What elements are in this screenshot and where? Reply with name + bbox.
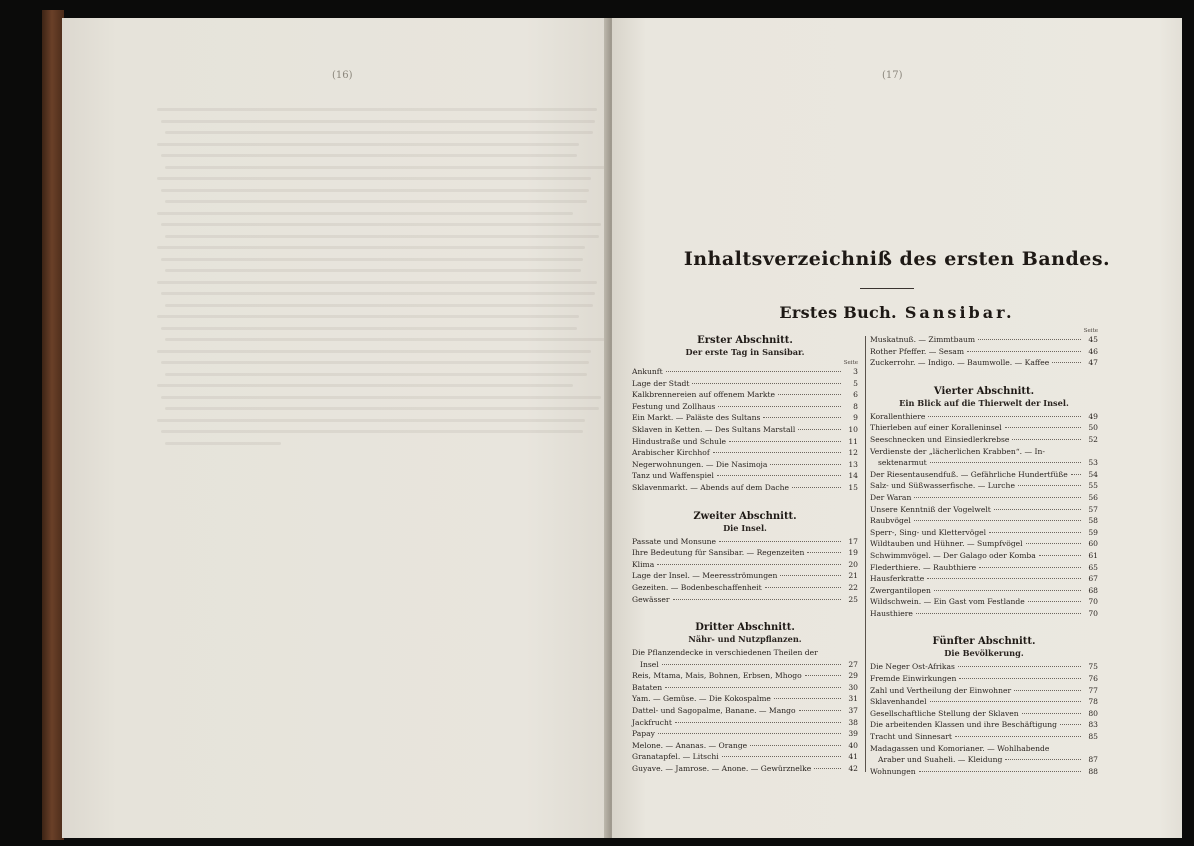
toc-entry-title: Sperr-, Sing- und Klettervögel: [870, 527, 987, 537]
toc-entry: [870, 719, 1098, 731]
left-page-number: (16): [332, 70, 353, 81]
ghost-line: [165, 304, 593, 307]
leader-dots: [805, 675, 841, 676]
book-spine-edge: [42, 10, 64, 840]
leader-dots: [717, 475, 841, 476]
section-heading: Vierter Abschnitt.: [933, 385, 1035, 397]
toc-entry: [632, 751, 858, 763]
toc-entry: [632, 459, 858, 471]
toc-entry: [870, 527, 1098, 539]
section-gap: [870, 619, 1098, 629]
ghost-line: [161, 361, 589, 364]
leader-dots: [1052, 362, 1081, 363]
toc-entry-page: 42: [848, 764, 858, 774]
toc-entry-title: Sklaven in Ketten. — Des Sultans Marstall: [632, 424, 796, 434]
toc-entry-page: 39: [848, 729, 858, 739]
leader-dots: [1018, 485, 1081, 486]
toc-entry-page: 10: [848, 424, 858, 434]
toc-entry-page: 65: [1088, 562, 1098, 572]
toc-entry-title-cont: sektenarmut: [878, 458, 927, 468]
toc-entry: [870, 504, 1098, 516]
toc-entry: [870, 685, 1098, 697]
toc-entry-title: Kalkbrennereien auf offenem Markte: [632, 390, 776, 400]
toc-entry-title: Thierleben auf einer Koralleninsel: [870, 423, 1002, 433]
leader-dots: [792, 487, 841, 488]
toc-entry-title: Festung und Zollhaus: [632, 401, 716, 411]
toc-entry: [632, 582, 858, 594]
toc-entry: [870, 661, 1098, 673]
toc-entry-title: Hausferkratte: [870, 574, 925, 584]
toc-entry: [870, 334, 1098, 346]
toc-entry: [870, 696, 1098, 708]
toc-entry: [870, 446, 1098, 469]
toc-entry-title: Verdienste der „lächerlichen Krabben“. — In-: [870, 446, 1045, 456]
ghost-line: [161, 120, 595, 123]
toc-entry: [632, 447, 858, 459]
toc-entry-title: Guyave. — Jamrose. — Anone. — Gewürznelke: [632, 764, 812, 774]
toc-entry: [870, 766, 1098, 778]
toc-entry-title: Reis, Mtama, Mais, Bohnen, Erbsen, Mhogo: [632, 671, 802, 681]
toc-entry-page: 47: [1088, 358, 1098, 368]
toc-entry: [632, 436, 858, 448]
toc-entry-title: Sklavenmarkt. — Abends auf dem Dache: [632, 482, 790, 492]
toc-entry-title: Die Pflanzendecke in verschiedenen Theilen der: [632, 648, 818, 658]
toc-entry-title: Wohnungen: [870, 766, 916, 776]
toc-entry: [632, 705, 858, 717]
toc-entry: [632, 570, 858, 582]
leader-dots: [798, 429, 841, 430]
right-page-number: (17): [882, 70, 903, 81]
toc-entry-page: 21: [848, 571, 858, 581]
toc-entry-title: Negerwohnungen. — Die Nasimoja: [632, 459, 768, 469]
toc-entry-title: Die arbeitenden Klassen und ihre Beschäftigung: [870, 720, 1058, 730]
seite-label: Seite: [843, 360, 858, 366]
ghost-line: [161, 292, 595, 295]
toc-entry-page: 15: [848, 482, 858, 492]
leader-dots: [657, 564, 841, 565]
toc-entry-title: Muskatnuß. — Zimmtbaum: [870, 335, 976, 344]
toc-entry-page: 29: [848, 671, 858, 681]
toc-entry: [870, 422, 1098, 434]
toc-entry-title: Der Riesentausendfuß. — Gefährliche Hundertfüße: [870, 469, 1068, 479]
leader-dots: [967, 351, 1081, 352]
toc-entry-page: 76: [1088, 674, 1098, 684]
toc-entry-title: Wildtauben und Hühner. — Sumpfvögel: [870, 539, 1023, 549]
toc-entry-page: 5: [853, 378, 858, 388]
toc-entry-title: Yam. — Gemüse. — Die Kokospalme: [632, 694, 771, 704]
toc-entry-page: 49: [1088, 411, 1098, 421]
toc-entry-title: Jackfrucht: [632, 717, 672, 727]
toc-entry-page: 17: [848, 536, 858, 546]
toc-entry-title-cont: Insel: [640, 659, 659, 669]
right-page: [612, 18, 1182, 838]
book-title: [612, 303, 1182, 322]
toc-entry-title: Salz- und Süßwasserfische. — Lurche: [870, 481, 1015, 491]
toc-entry-page: 60: [1088, 539, 1098, 549]
ghost-line: [165, 269, 581, 272]
leader-dots: [673, 599, 841, 600]
toc-entry-title: Wildschwein. — Ein Gast vom Festlande: [870, 597, 1025, 607]
toc-entry-page: 13: [848, 459, 858, 469]
leader-dots: [763, 417, 841, 418]
ghost-line: [157, 419, 585, 422]
toc-entry: [632, 412, 858, 424]
ghost-line: [161, 258, 583, 261]
leader-dots: [750, 745, 841, 746]
book-title-place: Sansibar.: [904, 303, 1015, 322]
toc-entry-title: Gezeiten. — Bodenbeschaffenheit: [632, 582, 762, 592]
ghost-line: [165, 235, 599, 238]
leader-dots: [675, 722, 841, 723]
toc-entry-page: 80: [1088, 708, 1098, 718]
toc-entry-title: Ein Markt. — Paläste des Sultans: [632, 413, 761, 423]
toc-entry-page: 9: [853, 413, 858, 423]
toc-entry-title: Die Neger Ost-Afrikas: [870, 662, 955, 672]
toc-entry-title: Rother Pfeffer. — Sesam: [870, 346, 965, 356]
section-subheading: Nähr- und Nutzpflanzen.: [688, 634, 802, 645]
toc-entry: [632, 693, 858, 705]
toc-entry-title: Passate und Monsune: [632, 536, 717, 546]
toc-entry-page: 59: [1088, 527, 1098, 537]
toc-entry: [870, 480, 1098, 492]
leader-dots: [979, 567, 1081, 568]
toc-entry-title: Melone. — Ananas. — Orange: [632, 740, 748, 750]
toc-entry-page: 46: [1088, 346, 1098, 356]
toc-entry: [870, 538, 1098, 550]
toc-entry-title: Hausthiere: [870, 608, 913, 618]
toc-entry-title: Unsere Kenntniß der Vogelwelt: [870, 504, 991, 514]
leader-dots: [719, 541, 841, 542]
toc-entry-page: 75: [1088, 662, 1098, 672]
leader-dots: [916, 613, 1081, 614]
toc-entry-title: Bataten: [632, 682, 663, 692]
leader-dots: [1026, 543, 1081, 544]
toc-entry-page: 8: [853, 401, 858, 411]
section-heading: Fünfter Abschnitt.: [932, 636, 1036, 648]
toc-entry: [632, 717, 858, 729]
leader-dots: [799, 710, 841, 711]
toc-entry-page: 61: [1088, 550, 1098, 560]
toc-entry-title: Klima: [632, 559, 655, 569]
section-subheading: Die Bevölkerung.: [944, 648, 1024, 659]
toc-entry-title: Madagassen und Komorianer. — Wohlhabende: [870, 743, 1050, 753]
ghost-line: [165, 407, 599, 410]
section-subheading: Die Insel.: [723, 522, 767, 533]
ghost-line: [157, 143, 579, 146]
leader-dots: [978, 339, 1081, 340]
toc-entry: [632, 763, 858, 775]
leader-dots: [665, 687, 841, 688]
toc-entry: [870, 469, 1098, 481]
ghost-line: [165, 200, 587, 203]
toc-entry: [870, 411, 1098, 423]
ghost-line: [157, 177, 591, 180]
ghost-line: [165, 166, 605, 169]
ghost-line: [161, 396, 601, 399]
toc-entry-title: Papay: [632, 729, 655, 739]
leader-dots: [666, 371, 841, 372]
toc-entry: [870, 434, 1098, 446]
toc-entry-title: Ankunft: [632, 367, 663, 376]
leader-dots: [994, 509, 1081, 510]
toc-entry-page: 25: [848, 594, 858, 604]
ghost-line: [161, 430, 583, 433]
leader-dots: [658, 733, 841, 734]
section-heading: Zweiter Abschnitt.: [693, 510, 797, 522]
toc-entry: [870, 731, 1098, 743]
leader-dots: [1039, 555, 1081, 556]
book-title-label: Erstes Buch.: [779, 303, 897, 322]
toc-entry-page: 70: [1088, 608, 1098, 618]
leader-dots: [1071, 474, 1081, 475]
section-heading: Dritter Abschnitt.: [695, 622, 795, 634]
toc-entry-title-cont: Araber und Suaheli. — Kleidung: [878, 755, 1003, 765]
section-gap: [870, 369, 1098, 379]
toc-entry: [870, 585, 1098, 597]
toc-entry-title: Tracht und Sinnesart: [870, 732, 952, 742]
leader-dots: [1005, 759, 1081, 760]
leader-dots: [770, 464, 841, 465]
toc-entry: [632, 594, 858, 606]
leader-dots: [780, 575, 841, 576]
toc-entry-title: Zwergantilopen: [870, 585, 931, 595]
ghost-line: [157, 212, 573, 215]
toc-entry-title: Dattel- und Sagopalme, Banane. — Mango: [632, 706, 796, 716]
toc-entry-page: 58: [1088, 516, 1098, 526]
leader-dots: [959, 678, 1081, 679]
toc-entry: [870, 492, 1098, 504]
toc-entry: [870, 573, 1098, 585]
ghost-line: [165, 131, 593, 134]
toc-entry-page: 11: [848, 436, 858, 446]
leader-dots: [955, 736, 1081, 737]
leader-dots: [814, 768, 841, 769]
toc-entry-title: Korallenthiere: [870, 411, 926, 421]
toc-entry-title: Lage der Stadt: [632, 378, 690, 388]
toc-entry: [632, 424, 858, 436]
leader-dots: [662, 664, 841, 665]
leader-dots: [692, 383, 841, 384]
toc-entry-title: Gesellschaftliche Stellung der Sklaven: [870, 708, 1019, 718]
ghost-line: [161, 154, 577, 157]
toc-title: Inhaltsverzeichniß des ersten Bandes.: [683, 248, 1111, 270]
toc-entry-page: 54: [1088, 469, 1098, 479]
toc-entry-page: 20: [848, 559, 858, 569]
toc-entry-title: Raubvögel: [870, 516, 911, 526]
leader-dots: [1028, 601, 1081, 602]
leader-dots: [934, 590, 1081, 591]
toc-entry: [870, 562, 1098, 574]
toc-entry-title: Fremde Einwirkungen: [870, 674, 957, 684]
toc-entry-title: Arabischer Kirchhof: [632, 448, 710, 458]
leader-dots: [718, 406, 841, 407]
toc-entry-title: Der Waran: [870, 492, 912, 502]
toc-entry-page: 67: [1088, 574, 1098, 584]
toc-entry: [632, 401, 858, 413]
toc-entry-page: 27: [848, 659, 858, 669]
leader-dots: [914, 497, 1081, 498]
ghost-line: [165, 373, 587, 376]
leader-dots: [722, 756, 841, 757]
toc-entry: [632, 559, 858, 571]
ghost-line: [157, 246, 585, 249]
toc-entry: [632, 482, 858, 494]
toc-entry-page: 83: [1088, 720, 1098, 730]
toc-entry: [870, 673, 1098, 685]
ghost-line: [165, 442, 281, 445]
ghost-line: [157, 384, 573, 387]
toc-entry-page: 45: [1088, 335, 1098, 344]
toc-entry: [870, 608, 1098, 620]
toc-entry-page: 30: [848, 682, 858, 692]
toc-entry: [870, 550, 1098, 562]
ghost-line: [157, 108, 597, 111]
toc-entry: [870, 743, 1098, 766]
leader-dots: [914, 520, 1081, 521]
toc-entry-page: 50: [1088, 423, 1098, 433]
leader-dots: [765, 587, 841, 588]
toc-entry-page: 88: [1088, 766, 1098, 776]
toc-entry-continuation: [632, 659, 858, 671]
ghost-line: [161, 189, 589, 192]
leader-dots: [927, 578, 1081, 579]
toc-entry-page: 3: [853, 367, 858, 376]
section-subheading: Ein Blick auf die Thierwelt der Insel.: [899, 397, 1069, 408]
leader-dots: [1012, 439, 1081, 440]
toc-entry-page: 57: [1088, 504, 1098, 514]
toc-entry-page: 37: [848, 706, 858, 716]
toc-entry-page: 19: [848, 548, 858, 558]
toc-entry-continuation: [870, 754, 1098, 766]
section-heading: Erster Abschnitt.: [697, 335, 793, 346]
toc-entry-title: Flederthiere. — Raubthiere: [870, 562, 977, 572]
leader-dots: [928, 416, 1081, 417]
leader-dots: [713, 452, 841, 453]
toc-entry-page: 14: [848, 471, 858, 481]
ghost-line: [157, 281, 597, 284]
toc-entry-page: 77: [1088, 685, 1098, 695]
toc-entry: [870, 708, 1098, 720]
leader-dots: [1014, 690, 1081, 691]
toc-entry-title: Sklavenhandel: [870, 697, 927, 707]
leader-dots: [919, 771, 1081, 772]
toc-entry: [632, 378, 858, 390]
toc-entry-title: Schwimmvögel. — Der Galago oder Komba: [870, 550, 1036, 560]
section-gap: [632, 494, 858, 504]
toc-entry-page: 68: [1088, 585, 1098, 595]
leader-dots: [778, 394, 841, 395]
toc-entry-page: 41: [848, 752, 858, 762]
toc-entry-page: 56: [1088, 492, 1098, 502]
toc-entry-title: Zuckerrohr. — Indigo. — Baumwolle. — Kaffee: [870, 358, 1050, 368]
toc-entry-page: 78: [1088, 697, 1098, 707]
leader-dots: [1005, 427, 1081, 428]
toc-entry-page: 87: [1088, 755, 1098, 765]
left-page: [62, 18, 608, 838]
toc-entry-title: Ihre Bedeutung für Sansibar. — Regenzeiten: [632, 548, 805, 558]
toc-entry: [632, 682, 858, 694]
toc-entry-page: 52: [1088, 434, 1098, 444]
toc-entry: [632, 740, 858, 752]
toc-entry: [632, 470, 858, 482]
seite-label: Seite: [1083, 328, 1098, 334]
toc-entry-page: 85: [1088, 732, 1098, 742]
toc-entry: [870, 346, 1098, 358]
leader-dots: [989, 532, 1081, 533]
section-gap: [632, 605, 858, 615]
toc-entry-title: Tanz und Waffenspiel: [632, 471, 714, 481]
toc-entry: [870, 515, 1098, 527]
toc-entry-title: Lage der Insel. — Meeresströmungen: [632, 571, 778, 581]
toc-entry-page: 38: [848, 717, 858, 727]
toc-entry: [632, 728, 858, 740]
toc-entry-title: Seeschnecken und Einsiedlerkrebse: [870, 434, 1010, 444]
column-divider: [865, 336, 866, 772]
toc-column-right: [870, 328, 1098, 777]
toc-entry: [632, 670, 858, 682]
toc-entry-page: 70: [1088, 597, 1098, 607]
leader-dots: [1022, 713, 1081, 714]
toc-entry-title: Zahl und Vertheilung der Einwohner: [870, 685, 1012, 695]
toc-entry: [870, 357, 1098, 369]
leader-dots: [774, 698, 841, 699]
section-subheading: Der erste Tag in Sansibar.: [685, 347, 805, 357]
title-rule: [860, 288, 914, 289]
ghost-line: [161, 327, 577, 330]
toc-entry: [632, 647, 858, 670]
ghost-line: [157, 350, 591, 353]
leader-dots: [930, 462, 1081, 463]
toc-entry: [870, 596, 1098, 608]
toc-entry-page: 55: [1088, 481, 1098, 491]
leader-dots: [930, 701, 1081, 702]
ghost-line: [161, 223, 601, 226]
toc-entry-title: Granatapfel. — Litschi: [632, 752, 719, 762]
toc-entry: [632, 366, 858, 378]
toc-entry: [632, 389, 858, 401]
ghost-line: [157, 315, 579, 318]
toc-entry-page: 53: [1088, 458, 1098, 468]
toc-column-left: [632, 328, 858, 775]
toc-entry-title: Hindustraße und Schule: [632, 436, 726, 446]
toc-entry: [632, 536, 858, 548]
toc-entry-page: 40: [848, 740, 858, 750]
toc-entry-continuation: [870, 457, 1098, 469]
leader-dots: [807, 552, 841, 553]
toc-entry-page: 12: [848, 448, 858, 458]
toc-entry-page: 31: [848, 694, 858, 704]
leader-dots: [1060, 724, 1081, 725]
leader-dots: [958, 666, 1081, 667]
ghost-line: [165, 338, 605, 341]
toc-entry-page: 6: [853, 390, 858, 400]
leader-dots: [729, 441, 841, 442]
toc-entry-page: 22: [848, 582, 858, 592]
toc-entry-title: Gewässer: [632, 594, 670, 604]
toc-entry: [632, 547, 858, 559]
